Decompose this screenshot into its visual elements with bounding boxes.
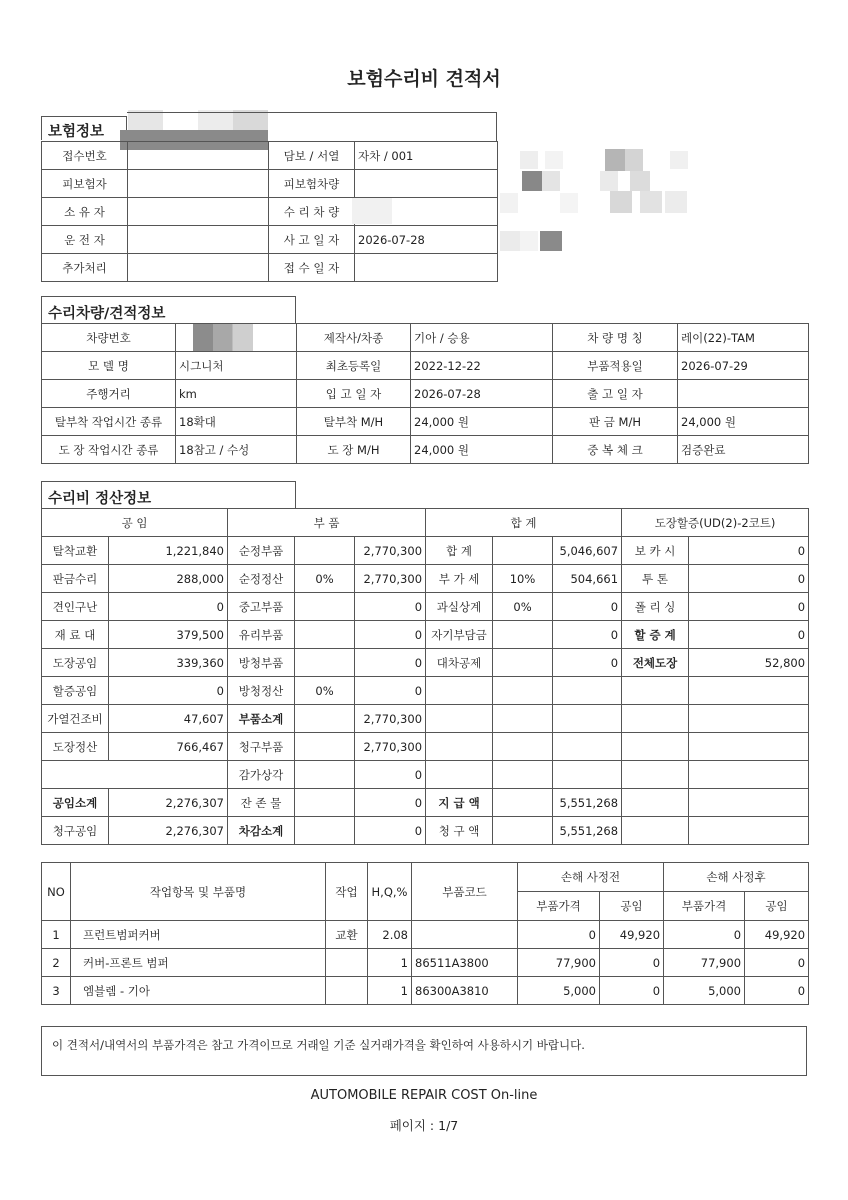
vehicle-value: 시그니처	[176, 352, 297, 380]
parts-header-price: 부품가격	[664, 892, 745, 921]
part-after-labor: 49,920	[745, 921, 809, 949]
settle-total-label: 과실상계	[426, 593, 493, 621]
parts-header-no: NO	[42, 863, 71, 921]
vehicle-label: 도 장 작업시간 종류	[42, 436, 176, 464]
footer-brand: AUTOMOBILE REPAIR COST On-line	[310, 1088, 538, 1103]
insurance-label: 피보험자	[42, 170, 128, 198]
vehicle-label: 주행거리	[42, 380, 176, 408]
vehicle-value: 2026-07-29	[678, 352, 809, 380]
settle-total-value: 0	[553, 649, 622, 677]
part-before-price: 0	[518, 921, 600, 949]
part-work: 교환	[326, 921, 368, 949]
settle-parts-value: 2,770,300	[355, 705, 426, 733]
settle-parts-rate	[295, 593, 355, 621]
table-row	[42, 509, 809, 537]
insurance-value	[128, 170, 269, 198]
redaction-block	[352, 198, 392, 224]
table-row	[42, 921, 809, 949]
settle-labor-label: 가열건조비	[42, 705, 109, 733]
vehicle-label: 최초등록일	[297, 352, 411, 380]
settlement-table	[41, 508, 809, 845]
settle-total-value	[553, 733, 622, 761]
insurance-label: 사 고 일 자	[269, 226, 355, 254]
settle-paint-label	[622, 677, 689, 705]
settle-paint-label	[622, 761, 689, 789]
settle-paint-value	[689, 705, 809, 733]
settle-parts-rate	[295, 817, 355, 845]
section-settle-title: 수리비 정산정보	[41, 481, 296, 509]
settle-total-label: 지 급 액	[426, 789, 493, 817]
insurance-label: 추가처리	[42, 254, 128, 282]
insurance-value: 2026-07-28	[355, 226, 498, 254]
table-row	[42, 977, 809, 1005]
part-before-price: 5,000	[518, 977, 600, 1005]
settle-total-rate	[493, 817, 553, 845]
settle-parts-value: 2,770,300	[355, 537, 426, 565]
settle-total-value: 5,551,268	[553, 817, 622, 845]
settle-total-label: 부 가 세	[426, 565, 493, 593]
settle-parts-rate	[295, 761, 355, 789]
settle-paint-label: 전체도장	[622, 649, 689, 677]
vehicle-label: 제작사/차종	[297, 324, 411, 352]
settle-paint-value: 0	[689, 537, 809, 565]
settle-total-value: 5,046,607	[553, 537, 622, 565]
settle-parts-label: 방청부품	[228, 649, 295, 677]
redaction-area	[500, 145, 730, 255]
settle-parts-label: 부품소계	[228, 705, 295, 733]
vehicle-label: 차량번호	[42, 324, 176, 352]
settle-parts-value: 0	[355, 621, 426, 649]
table-row	[42, 789, 809, 817]
vehicle-value: 24,000 원	[411, 408, 553, 436]
vehicle-value: 18확대	[176, 408, 297, 436]
settle-total-rate	[493, 677, 553, 705]
settle-total-value: 504,661	[553, 565, 622, 593]
settle-paint-label	[622, 705, 689, 733]
settle-total-rate	[493, 761, 553, 789]
part-after-price: 0	[664, 921, 745, 949]
part-no: 1	[42, 921, 71, 949]
settle-total-value: 5,551,268	[553, 789, 622, 817]
settle-parts-label: 유리부품	[228, 621, 295, 649]
part-after-labor: 0	[745, 977, 809, 1005]
settle-parts-rate: 0%	[295, 677, 355, 705]
settle-paint-label: 보 카 시	[622, 537, 689, 565]
settle-paint-value	[689, 677, 809, 705]
settle-labor-value: 2,276,307	[109, 817, 228, 845]
insurance-header-line	[127, 112, 497, 141]
settle-labor-value: 0	[109, 677, 228, 705]
settle-total-value	[553, 761, 622, 789]
part-before-price: 77,900	[518, 949, 600, 977]
settle-total-label: 청 구 액	[426, 817, 493, 845]
settle-parts-value: 0	[355, 789, 426, 817]
part-before-labor: 0	[600, 977, 664, 1005]
settle-empty-cell	[42, 761, 228, 789]
parts-table	[41, 862, 809, 1005]
settle-parts-value: 2,770,300	[355, 733, 426, 761]
settle-header-labor: 공 임	[42, 509, 228, 537]
settle-parts-label: 순정부품	[228, 537, 295, 565]
vehicle-value	[176, 324, 297, 352]
settle-labor-value: 288,000	[109, 565, 228, 593]
settle-total-rate	[493, 621, 553, 649]
table-row	[42, 565, 809, 593]
page-indicator: 페이지 : 1/7	[389, 1118, 459, 1133]
vehicle-value: 24,000 원	[411, 436, 553, 464]
parts-header-labor: 공임	[745, 892, 809, 921]
plate-redaction	[193, 324, 253, 351]
settle-paint-label: 할 증 계	[622, 621, 689, 649]
table-row	[42, 863, 809, 892]
vehicle-label: 모 델 명	[42, 352, 176, 380]
settle-total-rate	[493, 789, 553, 817]
settle-paint-value: 0	[689, 621, 809, 649]
parts-header-after: 손해 사정후	[664, 863, 809, 892]
settle-parts-value: 0	[355, 761, 426, 789]
insurance-value	[355, 170, 498, 198]
settle-parts-label: 잔 존 물	[228, 789, 295, 817]
vehicle-value: 2026-07-28	[411, 380, 553, 408]
table-row	[42, 436, 809, 464]
settle-labor-label: 견인구난	[42, 593, 109, 621]
parts-header-code: 부품코드	[412, 863, 518, 921]
part-after-price: 5,000	[664, 977, 745, 1005]
settle-parts-label: 중고부품	[228, 593, 295, 621]
part-code: 86511A3800	[412, 949, 518, 977]
vehicle-label: 탈부착 작업시간 종류	[42, 408, 176, 436]
vehicle-value: 레이(22)-TAM	[678, 324, 809, 352]
section-vehicle-title: 수리차량/견적정보	[41, 296, 296, 324]
settle-total-label: 자기부담금	[426, 621, 493, 649]
settle-labor-label: 판금수리	[42, 565, 109, 593]
part-before-labor: 0	[600, 949, 664, 977]
settle-labor-value: 1,221,840	[109, 537, 228, 565]
table-row	[42, 226, 498, 254]
settle-parts-value: 0	[355, 649, 426, 677]
settle-total-rate: 10%	[493, 565, 553, 593]
part-hq: 1	[368, 949, 412, 977]
part-code: 86300A3810	[412, 977, 518, 1005]
part-hq: 2.08	[368, 921, 412, 949]
settle-labor-value: 339,360	[109, 649, 228, 677]
settle-paint-label	[622, 789, 689, 817]
settle-parts-rate	[295, 649, 355, 677]
settle-total-value	[553, 677, 622, 705]
table-row	[42, 408, 809, 436]
vehicle-label: 탈부착 M/H	[297, 408, 411, 436]
settle-paint-value	[689, 789, 809, 817]
part-no: 3	[42, 977, 71, 1005]
settle-paint-value: 52,800	[689, 649, 809, 677]
settle-parts-rate	[295, 537, 355, 565]
settle-total-rate	[493, 649, 553, 677]
settle-parts-label: 감가상각	[228, 761, 295, 789]
settle-labor-label: 공임소계	[42, 789, 109, 817]
settle-paint-value: 0	[689, 593, 809, 621]
settle-paint-value	[689, 733, 809, 761]
settle-total-label	[426, 677, 493, 705]
insurance-label: 소 유 자	[42, 198, 128, 226]
settle-parts-rate	[295, 705, 355, 733]
part-code	[412, 921, 518, 949]
settle-total-label	[426, 705, 493, 733]
insurance-table	[41, 141, 498, 282]
settle-parts-label: 순정정산	[228, 565, 295, 593]
settle-labor-label: 재 료 대	[42, 621, 109, 649]
settle-paint-label: 투 톤	[622, 565, 689, 593]
settle-paint-value: 0	[689, 565, 809, 593]
table-row	[42, 705, 809, 733]
vehicle-value: 검증완료	[678, 436, 809, 464]
parts-header-hq: H,Q,%	[368, 863, 412, 921]
settle-header-total: 합 계	[426, 509, 622, 537]
settle-parts-rate	[295, 789, 355, 817]
insurance-value	[355, 254, 498, 282]
settle-parts-rate	[295, 733, 355, 761]
settle-labor-value: 379,500	[109, 621, 228, 649]
vehicle-label: 판 금 M/H	[553, 408, 678, 436]
settle-header-parts: 부 품	[228, 509, 426, 537]
vehicle-label: 출 고 일 자	[553, 380, 678, 408]
vehicle-label: 중 복 체 크	[553, 436, 678, 464]
part-after-price: 77,900	[664, 949, 745, 977]
part-work	[326, 949, 368, 977]
table-row	[42, 649, 809, 677]
part-no: 2	[42, 949, 71, 977]
settle-parts-label: 차감소계	[228, 817, 295, 845]
insurance-value	[128, 142, 269, 170]
settle-total-value: 0	[553, 621, 622, 649]
settle-parts-value: 0	[355, 677, 426, 705]
part-before-labor: 49,920	[600, 921, 664, 949]
settle-parts-rate	[295, 621, 355, 649]
part-item: 커버-프론트 범퍼	[71, 949, 326, 977]
vehicle-value: 기아 / 승용	[411, 324, 553, 352]
insurance-label: 수 리 차 량	[269, 198, 355, 226]
table-row	[42, 677, 809, 705]
settle-parts-label: 방청정산	[228, 677, 295, 705]
settle-parts-value: 0	[355, 817, 426, 845]
document-title: 보험수리비 견적서	[347, 68, 501, 90]
vehicle-label: 부품적용일	[553, 352, 678, 380]
settle-paint-value	[689, 817, 809, 845]
settle-labor-value: 0	[109, 593, 228, 621]
settle-parts-rate: 0%	[295, 565, 355, 593]
settle-labor-label: 청구공임	[42, 817, 109, 845]
part-hq: 1	[368, 977, 412, 1005]
settle-total-value: 0	[553, 593, 622, 621]
settle-total-rate	[493, 537, 553, 565]
vehicle-label: 차 량 명 칭	[553, 324, 678, 352]
vehicle-value: 2022-12-22	[411, 352, 553, 380]
settle-parts-value: 2,770,300	[355, 565, 426, 593]
parts-header-work: 작업	[326, 863, 368, 921]
settle-labor-label: 할증공임	[42, 677, 109, 705]
vehicle-value: km	[176, 380, 297, 408]
table-row	[42, 380, 809, 408]
table-row	[42, 254, 498, 282]
table-row	[42, 142, 498, 170]
settle-labor-value: 766,467	[109, 733, 228, 761]
settle-total-label: 합 계	[426, 537, 493, 565]
settle-total-label: 대차공제	[426, 649, 493, 677]
settle-total-rate	[493, 733, 553, 761]
settle-paint-value	[689, 761, 809, 789]
part-after-labor: 0	[745, 949, 809, 977]
part-item: 프런트범퍼커버	[71, 921, 326, 949]
insurance-value	[128, 226, 269, 254]
insurance-label: 피보험차량	[269, 170, 355, 198]
insurance-label: 운 전 자	[42, 226, 128, 254]
parts-header-before: 손해 사정전	[518, 863, 664, 892]
table-row	[42, 352, 809, 380]
settle-parts-value: 0	[355, 593, 426, 621]
table-row	[42, 817, 809, 845]
settle-paint-label	[622, 733, 689, 761]
insurance-value: 자차 / 001	[355, 142, 498, 170]
settle-labor-value: 47,607	[109, 705, 228, 733]
part-work	[326, 977, 368, 1005]
section-insurance-title: 보험정보	[41, 116, 127, 140]
vehicle-value	[678, 380, 809, 408]
settle-total-rate	[493, 705, 553, 733]
table-row	[42, 621, 809, 649]
price-notice: 이 견적서/내역서의 부품가격은 참고 가격이므로 거래일 기준 실거래가격을 확인하여 사용하시기 바랍니다.	[41, 1026, 807, 1076]
settle-paint-label: 폴 리 싱	[622, 593, 689, 621]
table-row	[42, 761, 809, 789]
table-row	[42, 537, 809, 565]
parts-header-price: 부품가격	[518, 892, 600, 921]
settle-labor-label: 도장공임	[42, 649, 109, 677]
insurance-value	[128, 198, 269, 226]
parts-header-item: 작업항목 및 부품명	[71, 863, 326, 921]
settle-paint-label	[622, 817, 689, 845]
parts-header-labor: 공임	[600, 892, 664, 921]
insurance-label: 담보 / 서열	[269, 142, 355, 170]
settle-total-rate: 0%	[493, 593, 553, 621]
table-row	[42, 949, 809, 977]
settle-total-label	[426, 733, 493, 761]
settle-total-value	[553, 705, 622, 733]
table-row	[42, 733, 809, 761]
insurance-value	[128, 254, 269, 282]
vehicle-label: 도 장 M/H	[297, 436, 411, 464]
table-row	[42, 324, 809, 352]
settle-parts-label: 청구부품	[228, 733, 295, 761]
settle-header-paint: 도장할증(UD(2)-2코트)	[622, 509, 809, 537]
vehicle-label: 입 고 일 자	[297, 380, 411, 408]
insurance-label: 접수번호	[42, 142, 128, 170]
vehicle-table	[41, 323, 809, 464]
table-row	[42, 593, 809, 621]
settle-total-label	[426, 761, 493, 789]
insurance-label: 접 수 일 자	[269, 254, 355, 282]
table-row	[42, 170, 498, 198]
vehicle-value: 18참고 / 수성	[176, 436, 297, 464]
vehicle-value: 24,000 원	[678, 408, 809, 436]
settle-labor-value: 2,276,307	[109, 789, 228, 817]
table-row	[42, 198, 498, 226]
settle-labor-label: 도장정산	[42, 733, 109, 761]
settle-labor-label: 탈착교환	[42, 537, 109, 565]
part-item: 엠블렘 - 기아	[71, 977, 326, 1005]
